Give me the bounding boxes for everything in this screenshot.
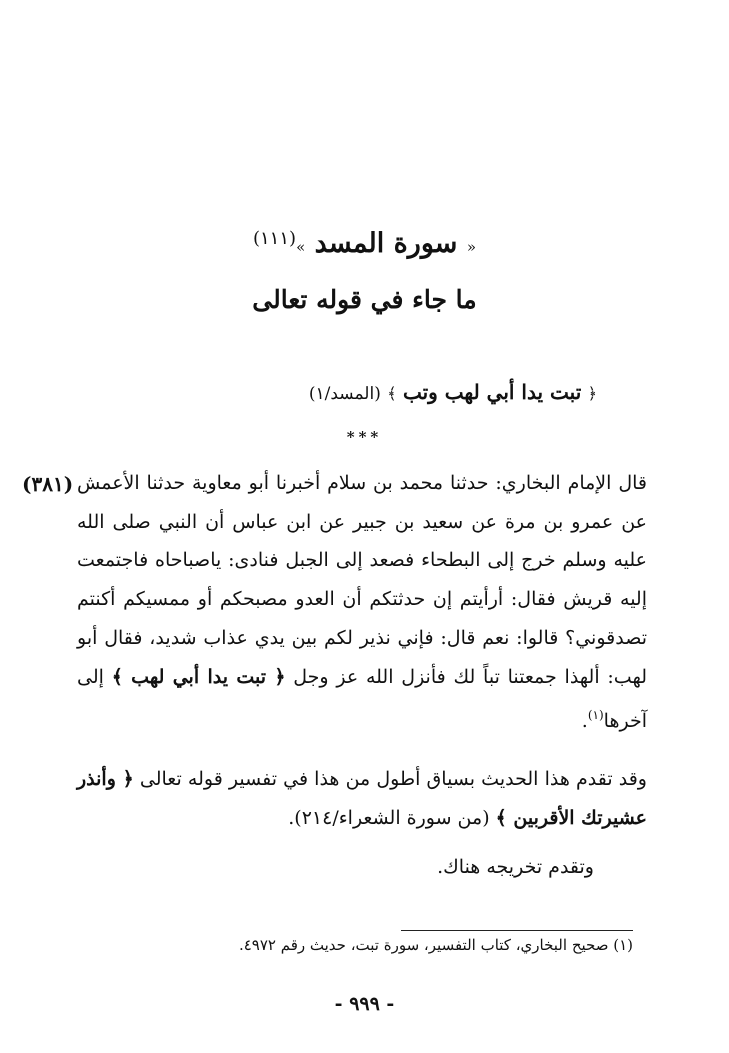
- takhrij-note: [74, 848, 594, 887]
- verse-reference: (المسد/١): [308, 384, 381, 404]
- hadith-paragraph: [77, 464, 647, 741]
- section-title: ما جاء في قوله تعالى: [252, 285, 477, 314]
- hadith-text: قال الإمام البخاري: حدثنا محمد بن سلام أخبرنا أبو معاوية حدثنا الأعمش عن عمرو بن مرة عن سعيد بن جبير عن ابن عباس أن النبي صلى الله عليه وسلم خرج إلى البطحاء فصعد إلى الجبل فنادى: ياصباحاه فاجتمعت إليه قريش فقال: أرأيتم إن حدثتكم أن العدو مصبحكم أو ممسيكم أكنتم تصدقوني؟ قالوا: نعم قال: فإني نذير لكم بين يدي عذاب شديد، فقال أبو لهب: ألهذا جمعتنا تباً لك فأنزل الله عز وجل: [77, 472, 647, 688]
- verse-close-bracket: ﴾: [387, 384, 397, 403]
- hadith-number: (٣٨١): [22, 472, 74, 496]
- footnote-marker: (١): [587, 708, 604, 723]
- surah-name: سورة المسد: [314, 228, 458, 259]
- hadith-inline-verse: ﴿ تبت يدا أبي لهب ﴾: [111, 665, 286, 688]
- verse-open-bracket: ﴿: [587, 384, 597, 403]
- cross-reference-text: وقد تقدم هذا الحديث بسياق أطول من هذا في تفسير قوله تعالى: [139, 768, 647, 790]
- takhrij-text: وتقدم تخريجه هناك.: [437, 856, 594, 878]
- footnote: (١) صحيح البخاري، كتاب التفسير، سورة تبت، حديث رقم ٤٩٧٢.: [238, 936, 633, 954]
- page-number: - ٩٩٩ -: [334, 993, 395, 1015]
- cross-reference-paragraph: [77, 760, 647, 837]
- footnote-divider: [401, 930, 633, 931]
- surah-close-quote: »: [296, 238, 306, 256]
- separator-stars: ***: [346, 428, 383, 446]
- verse-text: تبت يدا أبي لهب وتب: [402, 380, 582, 404]
- hadith-ending: إلى آخرها: [77, 665, 647, 733]
- verse-line: [309, 380, 597, 404]
- surah-open-quote: «: [466, 238, 477, 256]
- hadith-ending-dot: .: [581, 710, 588, 733]
- cross-reference-verse: ﴿ وأنذر عشيرتك الأقربين ﴾: [77, 768, 647, 829]
- surah-title: [0, 228, 729, 259]
- cross-reference-source: (من سورة الشعراء/٢١٤).: [288, 806, 490, 829]
- surah-number: (١١١): [252, 228, 297, 249]
